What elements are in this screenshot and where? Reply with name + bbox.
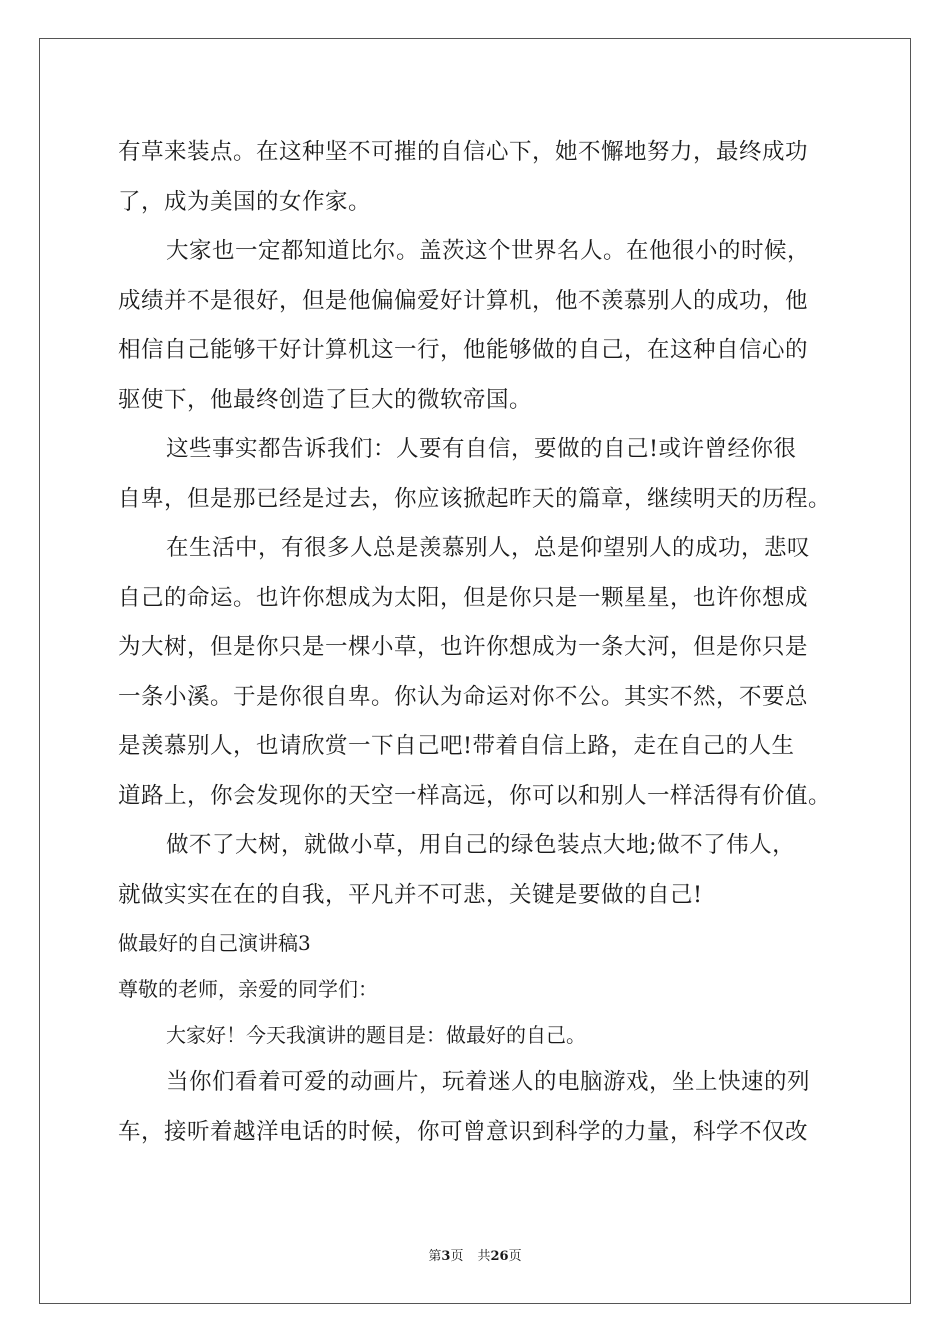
total-pages: 26 — [490, 1249, 509, 1264]
text-line: 有草来装点。在这种坚不可摧的自信心下，她不懈地努力，最终成功 — [118, 139, 809, 165]
paragraph-start: 做不了大树，就做小草，用自己的绿色装点大地;做不了伟人， — [166, 832, 796, 858]
text-line: 就做实实在在的自我，平凡并不可悲，关键是要做的自己! — [118, 881, 703, 908]
text-line: 自卑，但是那已经是过去，你应该掀起昨天的篇章，继续明天的历程。 — [118, 485, 832, 512]
text-line: 道路上，你会发现你的天空一样高远，你可以和别人一样活得有价值。 — [118, 782, 832, 809]
total-suffix: 页 — [508, 1249, 522, 1264]
greeting: 大家好！今天我演讲的题目是：做最好的自己。 — [166, 1023, 586, 1047]
text-line: 一条小溪。于是你很自卑。你认为命运对你不公。其实不然，不要总 — [118, 683, 809, 710]
document-body — [118, 128, 838, 1157]
text-line: 了，成为美国的女作家。 — [118, 188, 372, 215]
page-footer — [0, 1245, 950, 1264]
page-number: 3 — [441, 1249, 451, 1264]
text-line: 驱使下，他最终创造了巨大的微软帝国。 — [118, 386, 533, 413]
text-line: 成绩并不是很好，但是他偏偏爱好计算机，他不羡慕别人的成功，他 — [118, 287, 809, 314]
text-line: 是羡慕别人，也请欣赏一下自己吧!带着自信上路，走在自己的人生 — [118, 733, 795, 759]
section-title: 做最好的自己演讲稿3 — [118, 931, 311, 955]
page-prefix: 第 — [428, 1249, 442, 1264]
text-line: 为大树，但是你只是一棵小草，也许你想成为一条大河，但是你只是 — [118, 634, 809, 660]
paragraph-start: 当你们看着可爱的动画片，玩着迷人的电脑游戏，坐上快速的列 — [166, 1069, 811, 1095]
text-line: 相信自己能够干好计算机这一行，他能够做的自己，在这种自信心的 — [118, 337, 809, 363]
paragraph-start: 在生活中，有很多人总是羡慕别人，总是仰望别人的成功，悲叹 — [166, 535, 811, 561]
page-suffix: 页 — [450, 1249, 464, 1264]
salutation: 尊敬的老师，亲爱的同学们： — [118, 977, 378, 1001]
text-line: 车，接听着越洋电话的时候，你可曾意识到科学的力量，科学不仅改 — [118, 1118, 809, 1145]
text-line: 自己的命运。也许你想成为太阳，但是你只是一颗星星，也许你想成 — [118, 584, 809, 611]
paragraph-start: 大家也一定都知道比尔。盖茨这个世界名人。在他很小的时候， — [166, 238, 811, 264]
total-prefix: 共 — [477, 1249, 491, 1264]
paragraph-start: 这些事实都告诉我们：人要有自信，要做的自己!或许曾经你很 — [166, 436, 797, 462]
